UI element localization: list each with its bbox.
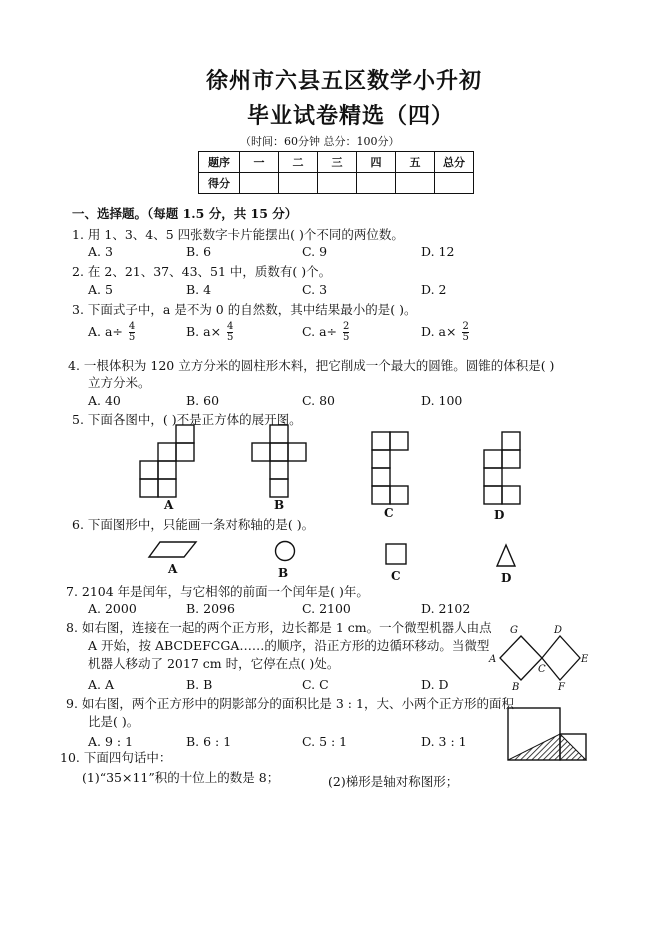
question-2: 2. 在 2、21、37、43、51 中，质数有( )个。 xyxy=(72,264,332,279)
shape-label-c: C xyxy=(391,569,401,583)
net-label-a: A xyxy=(164,498,174,512)
net-figure-c[interactable] xyxy=(370,430,420,510)
numerator: 2 xyxy=(342,321,350,332)
score-table-header-row xyxy=(199,152,474,173)
score-header-cell: 三 xyxy=(318,152,357,173)
shape-label-d: D xyxy=(501,571,512,585)
score-row-label: 得分 xyxy=(199,173,240,194)
net-figure-a[interactable] xyxy=(140,423,200,503)
numerator: 4 xyxy=(128,321,136,332)
q9-option-c[interactable]: C. 5 : 1 xyxy=(302,734,348,749)
denominator: 5 xyxy=(462,332,469,343)
question-7: 7. 2104 年是闰年，与它相邻的前面一个闰年是( )年。 xyxy=(66,584,369,599)
q3-option-c-label: C. a÷ xyxy=(302,324,337,339)
q4-option-c[interactable]: C. 80 xyxy=(302,393,335,408)
score-input-cell[interactable] xyxy=(357,173,396,194)
q8-option-b[interactable]: B. B xyxy=(186,677,213,692)
q4-option-a[interactable]: A. 40 xyxy=(88,393,121,408)
q9-option-b[interactable]: B. 6 : 1 xyxy=(186,734,232,749)
q3-option-b[interactable] xyxy=(186,322,233,343)
score-header-cell: 四 xyxy=(357,152,396,173)
question-6: 6. 下面图形中，只能画一条对称轴的是( )。 xyxy=(72,517,315,532)
fraction xyxy=(462,322,468,343)
question-8: 8. 如右图，连接在一起的两个正方形，边长都是 1 cm。一个微型机器人由点 xyxy=(66,620,492,635)
score-input-cell[interactable] xyxy=(279,173,318,194)
numerator: 2 xyxy=(462,321,469,332)
q7-option-a[interactable]: A. 2000 xyxy=(88,601,137,616)
point-a-label: A xyxy=(489,654,497,665)
q2-option-a[interactable]: A. 5 xyxy=(88,282,113,297)
shape-label-a: A xyxy=(168,562,178,576)
shape-label-b: B xyxy=(278,566,289,580)
question-1: 1. 用 1、3、4、5 四张数字卡片能摆出( )个不同的两位数。 xyxy=(72,227,404,242)
denominator: 5 xyxy=(128,332,136,343)
score-header-cell: 一 xyxy=(240,152,279,173)
denominator: 5 xyxy=(342,332,350,343)
point-g-label: G xyxy=(510,625,518,636)
q8-option-d[interactable]: D. D xyxy=(421,677,449,692)
score-input-cell[interactable] xyxy=(435,173,474,194)
q7-option-d[interactable]: D. 2102 xyxy=(421,601,471,616)
question-10: 10. 下面四句话中： xyxy=(60,750,172,765)
section-heading: 一、选择题。（每题 1.5 分，共 15 分） xyxy=(72,206,298,221)
question-8-cont2: 机器人移动了 2017 cm 时，它停在点( )处。 xyxy=(88,656,340,671)
q3-option-a[interactable] xyxy=(88,322,135,343)
q2-option-b[interactable]: B. 4 xyxy=(186,282,212,297)
q10-statement-2: (2)梯形是轴对称图形； xyxy=(328,774,459,789)
q7-option-b[interactable]: B. 2096 xyxy=(186,601,235,616)
fraction xyxy=(129,322,135,343)
question-5: 5. 下面各图中，( )不是正方体的展开图。 xyxy=(72,412,302,427)
question-8-cont1: A 开始，按 ABCDEFCGA……的顺序，沿正方形的边循环移动。当微型 xyxy=(88,638,490,653)
point-d-label: D xyxy=(554,625,563,636)
question-4: 4. 一根体积为 120 立方分米的圆柱形木料，把它削成一个最大的圆锥。圆锥的体积是( ) xyxy=(68,358,555,373)
question-4-cont: 立方分米。 xyxy=(88,375,151,390)
circle-figure[interactable] xyxy=(274,540,296,562)
point-e-label: E xyxy=(581,654,589,665)
triangle-figure[interactable] xyxy=(496,544,516,568)
q4-option-d[interactable]: D. 100 xyxy=(421,393,463,408)
q3-option-a-label: A. a÷ xyxy=(88,324,123,339)
score-header-cell: 五 xyxy=(396,152,435,173)
title-line2: 毕业试卷精选（四） xyxy=(247,104,455,129)
parallelogram-figure[interactable] xyxy=(148,541,198,559)
fraction xyxy=(343,322,349,343)
score-header-cell: 二 xyxy=(279,152,318,173)
score-table xyxy=(198,151,474,194)
two-squares-path-figure xyxy=(488,622,590,692)
q4-option-b[interactable]: B. 60 xyxy=(186,393,220,408)
q10-statement-1: (1)“35×11”积的十位上的数是 8； xyxy=(82,770,280,785)
shaded-squares-figure xyxy=(506,706,588,762)
net-label-d: D xyxy=(494,508,505,522)
square-figure[interactable] xyxy=(385,543,407,565)
score-table-score-row xyxy=(199,173,474,194)
q3-option-b-label: B. a× xyxy=(186,324,222,339)
q9-option-d[interactable]: D. 3 : 1 xyxy=(421,734,467,749)
q2-option-d[interactable]: D. 2 xyxy=(421,282,447,297)
q1-option-c[interactable]: C. 9 xyxy=(302,244,328,259)
q1-option-d[interactable]: D. 12 xyxy=(421,244,455,259)
denominator: 5 xyxy=(227,332,234,343)
q2-option-c[interactable]: C. 3 xyxy=(302,282,328,297)
numerator: 4 xyxy=(227,321,234,332)
exam-info: （时间：60分钟 总分：100分） xyxy=(240,135,400,148)
q1-option-b[interactable]: B. 6 xyxy=(186,244,212,259)
q8-option-a[interactable]: A. A xyxy=(88,677,115,692)
point-b-label: B xyxy=(512,682,520,693)
net-label-c: C xyxy=(384,506,394,520)
q1-option-a[interactable]: A. 3 xyxy=(88,244,113,259)
net-figure-b[interactable] xyxy=(252,423,312,503)
question-3: 3. 下面式子中，a 是不为 0 的自然数，其中结果最小的是( )。 xyxy=(72,302,417,317)
score-header-cell: 总分 xyxy=(435,152,474,173)
fraction xyxy=(227,322,233,343)
q3-option-c[interactable] xyxy=(302,322,349,343)
q3-option-d-label: D. a× xyxy=(421,324,457,339)
q3-option-d[interactable] xyxy=(421,322,469,343)
net-figure-d[interactable] xyxy=(482,430,532,510)
q9-option-a[interactable]: A. 9 : 1 xyxy=(88,734,134,749)
q7-option-c[interactable]: C. 2100 xyxy=(302,601,351,616)
score-input-cell[interactable] xyxy=(240,173,279,194)
score-input-cell[interactable] xyxy=(396,173,435,194)
title-line1: 徐州市六县五区数学小升初 xyxy=(206,69,483,94)
point-f-label: F xyxy=(558,682,565,693)
score-input-cell[interactable] xyxy=(318,173,357,194)
score-header-cell: 题序 xyxy=(199,152,240,173)
question-9-cont: 比是( )。 xyxy=(88,714,140,729)
net-label-b: B xyxy=(274,498,285,512)
point-c-label: C xyxy=(538,664,546,675)
question-9: 9. 如右图，两个正方形中的阴影部分的面积比是 3 : 1，大、小两个正方形的面积 xyxy=(66,696,514,711)
q8-option-c[interactable]: C. C xyxy=(302,677,329,692)
